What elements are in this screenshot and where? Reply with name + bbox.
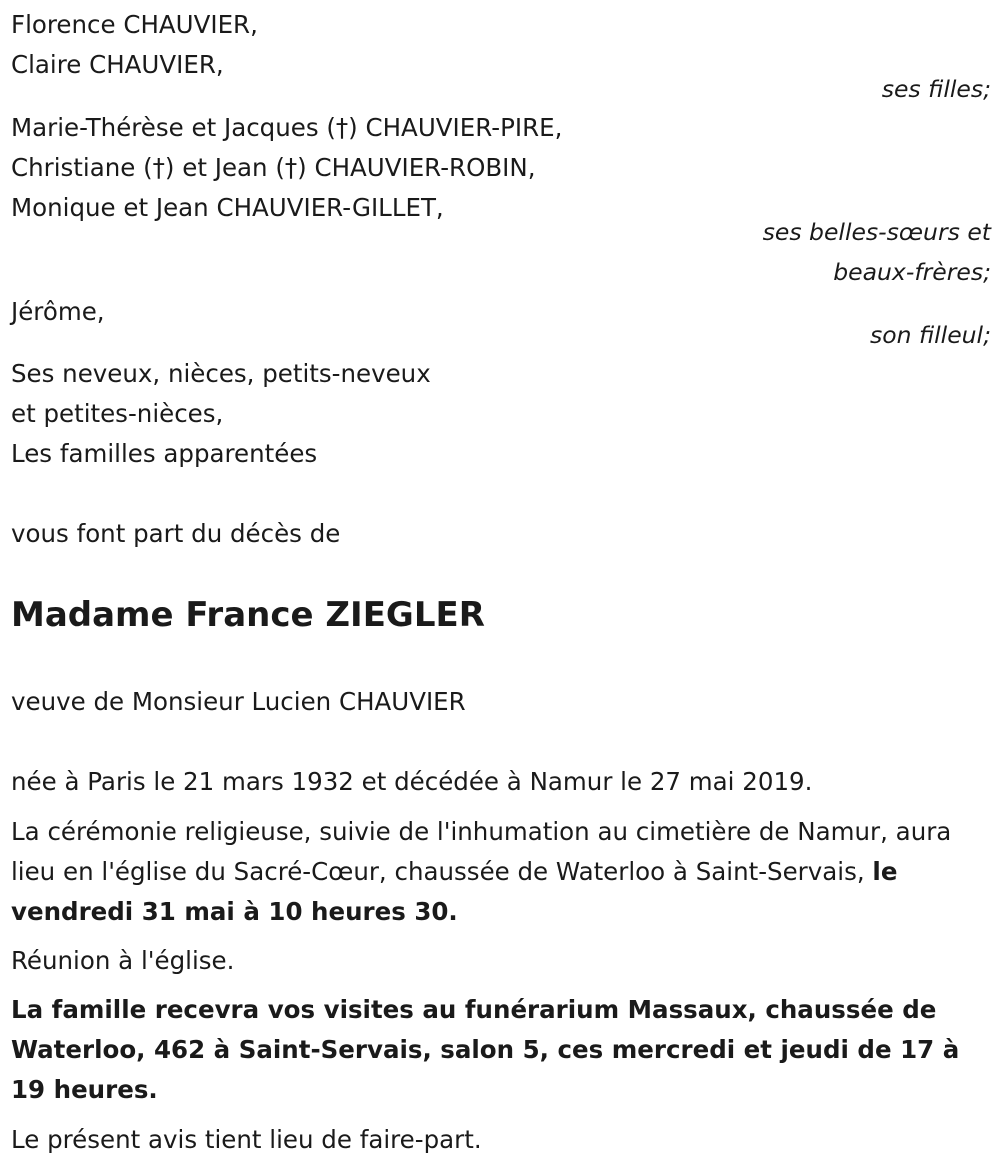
deceased-spouse: veuve de Monsieur Lucien CHAUVIER [11, 687, 466, 716]
godson-relation: son filleul; [869, 321, 991, 349]
announcement-text: vous font part du décès de [11, 519, 341, 548]
daughter-name: Claire CHAUVIER, [11, 50, 224, 79]
relatives-block [11, 354, 991, 474]
godson-name: Jérôme, [11, 297, 105, 326]
ceremony-paragraph [11, 812, 986, 932]
deceased-dates: née à Paris le 21 mars 1932 et décédée à Namur le 27 mai 2019. [11, 767, 813, 796]
deceased-name: Madame France ZIEGLER [11, 595, 485, 635]
visits-paragraph: La famille recevra vos visites au funérarium Massaux, chaussée de Waterloo, 462 à Saint-Servais, salon 5, ces mercredi et jeudi de 17 à 19 heures. [11, 995, 960, 1104]
relatives-line: Ses neveux, nièces, petits-neveux [11, 359, 431, 388]
in-laws-block [11, 108, 991, 228]
in-law-name: Monique et Jean CHAUVIER-GILLET, [11, 193, 444, 222]
in-law-name: Marie-Thérèse et Jacques (†) CHAUVIER-PIRE, [11, 113, 563, 142]
closing-text: Le présent avis tient lieu de faire-part. [11, 1125, 482, 1154]
daughter-name: Florence CHAUVIER, [11, 10, 258, 39]
in-laws-relation-line-2: beaux-frères; [833, 258, 991, 286]
ceremony-datetime: le vendredi 31 mai à 10 heures 30. [11, 857, 898, 926]
in-law-name: Christiane (†) et Jean (†) CHAUVIER-ROBIN, [11, 153, 536, 182]
relatives-line: Les familles apparentées [11, 439, 318, 468]
relatives-line: et petites-nièces, [11, 399, 224, 428]
in-laws-relation-line-1: ses belles-sœurs et [762, 218, 991, 246]
meeting-text: Réunion à l'église. [11, 946, 235, 975]
ceremony-text: La cérémonie religieuse, suivie de l'inhumation au cimetière de Namur, aura lieu en l'église du Sacré-Cœur, chaussée de Waterloo à Saint-Servais, [11, 817, 952, 886]
daughters-relation: ses filles; [881, 75, 991, 103]
